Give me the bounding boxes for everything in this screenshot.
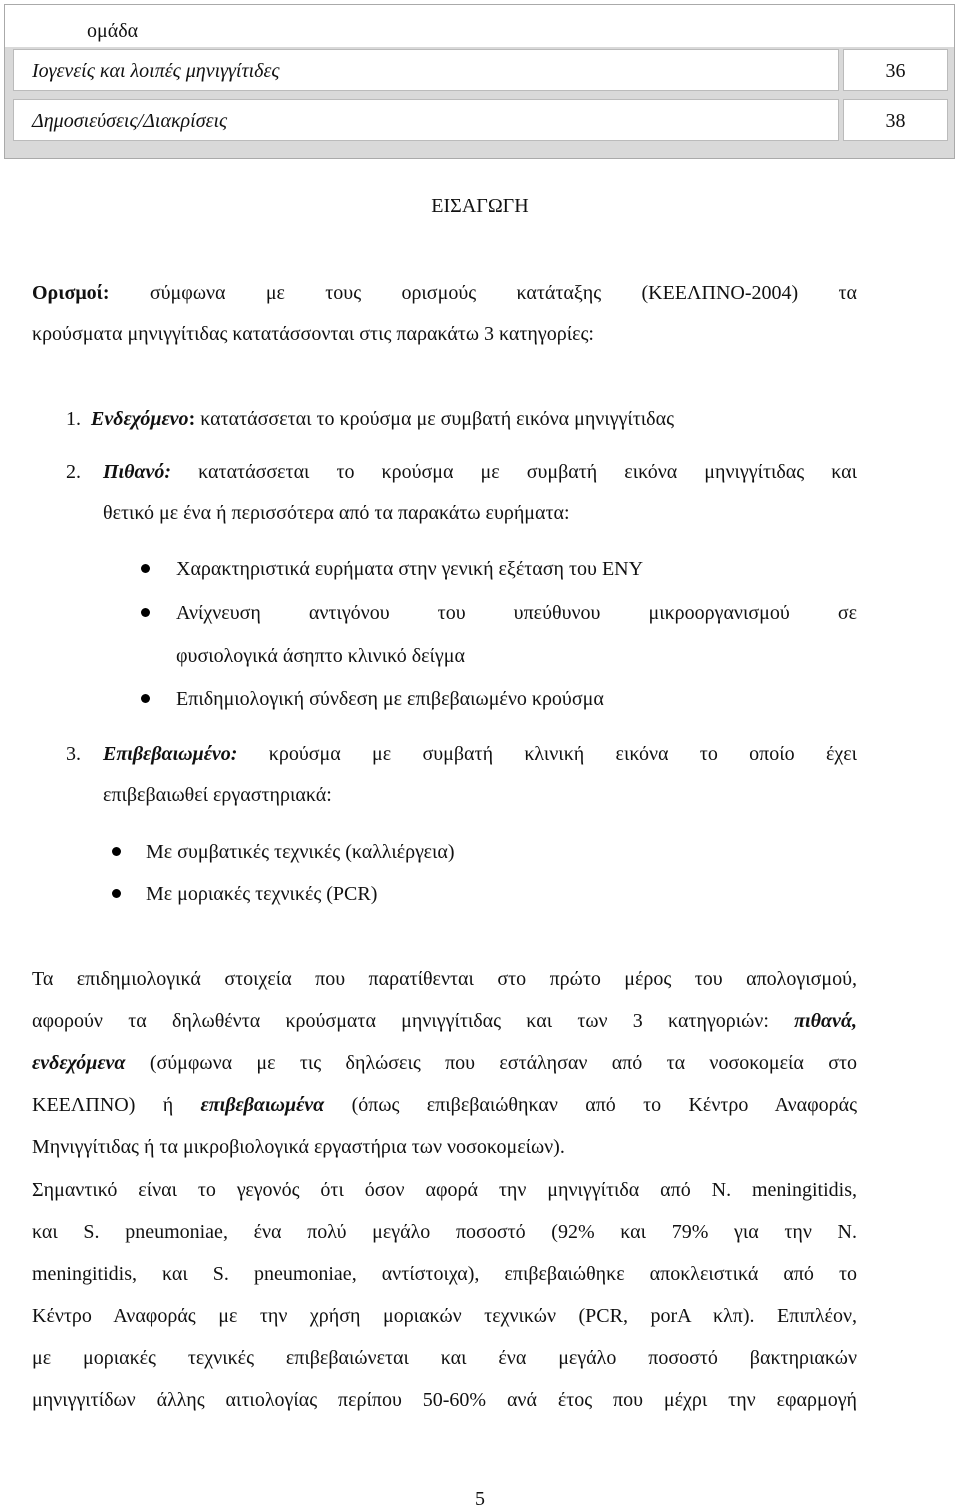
paragraph-2-line: με μοριακές τεχνικές επιβεβαιώνεται και ένα μεγάλο ποσοστό βακτηριακών (32, 1347, 857, 1369)
category-term: Πιθανό: (103, 461, 172, 483)
category-number: 1. (66, 408, 81, 430)
toc-first-item: ομάδα (87, 20, 139, 42)
toc-row-title: Ιογενείς και λοιπές μηνιγγίτιδες (32, 60, 280, 82)
paragraph-2-line: Κέντρο Αναφοράς με την χρήση μοριακών τεχνικών (PCR, porA κλπ). Επιπλέον, (32, 1305, 857, 1327)
toc-row-page: 36 (885, 60, 906, 82)
category-2-line-1 (103, 459, 857, 485)
paragraph-2-line: και S. pneumoniae, ένα πολύ μεγάλο ποσοστό (92% και 79% για την N. (32, 1221, 857, 1243)
toc-row-page: 38 (885, 110, 906, 132)
page-number: 5 (475, 1488, 485, 1510)
list-item: Με μοριακές τεχνικές (PCR) (146, 883, 378, 905)
category-3-line-2: επιβεβαιωθεί εργαστηριακά: (103, 784, 332, 806)
category-2-number: 2. (66, 461, 81, 483)
emphasis: πιθανά, (794, 1010, 858, 1032)
definitions-label: Ορισμοί: (32, 282, 110, 304)
bullet-icon (112, 889, 121, 898)
category-text: κατατάσσεται το κρούσμα με συμβατή εικόνα μηνιγγίτιδας και (198, 461, 858, 483)
paragraph-1-line: Τα επιδημιολογικά στοιχεία που παρατίθενται στο πρώτο μέρος του απολογισμού, (32, 968, 857, 990)
paragraph-1-line: Μηνιγγίτιδας ή τα μικροβιολογικά εργαστήρια των νοσοκομείων). (32, 1136, 565, 1158)
bullet-icon (141, 608, 150, 617)
emphasis: ενδεχόμενα (32, 1052, 126, 1074)
list-item-continuation: φυσιολογικά άσηπτο κλινικό δείγμα (176, 645, 465, 667)
definitions-text: σύμφωνα με τους ορισμούς κατάταξης (ΚΕΕΛΠΝΟ-2004) τα (149, 282, 858, 304)
category-text: κατατάσσεται το κρούσμα με συμβατή εικόνα μηνιγγίτιδας (200, 408, 675, 430)
category-2-line-2: θετικό με ένα ή περισσότερα από τα παρακάτω ευρήματα: (103, 502, 570, 524)
category-term: Επιβεβαιωμένο: (103, 743, 238, 765)
definitions-line-1 (32, 280, 857, 306)
bullet-icon (141, 564, 150, 573)
bullet-icon (112, 847, 121, 856)
category-term: Ενδεχόμενο (91, 408, 189, 430)
paragraph-1-line: ενδεχόμενα (σύμφωνα με τις δηλώσεις που εστάλησαν από τα νοσοκομεία στο (32, 1052, 858, 1074)
list-item: Επιδημιολογική σύνδεση με επιβεβαιωμένο κρούσμα (176, 688, 604, 710)
category-1: 1. Ενδεχόμενο: κατατάσσεται το κρούσμα με συμβατή εικόνα μηνιγγίτιδας (66, 408, 675, 430)
paragraph-2-line: meningitidis, και S. pneumoniae, αντίστοιχα), επιβεβαιώθηκε αποκλειστικά από το (32, 1263, 857, 1285)
toc-row-title: Δημοσιεύσεις/Διακρίσεις (32, 110, 228, 132)
paragraph-1-line: ΚΕΕΛΠΝΟ) ή επιβεβαιωμένα (όπως επιβεβαιώθηκαν από το Κέντρο Αναφοράς (32, 1094, 858, 1116)
list-item: Με συμβατικές τεχνικές (καλλιέργεια) (146, 841, 455, 863)
definitions-line-2: κρούσματα μηνιγγίτιδας κατατάσσονται στις παρακάτω 3 κατηγορίες: (32, 323, 594, 345)
emphasis: επιβεβαιωμένα (200, 1094, 325, 1116)
list-item: Χαρακτηριστικά ευρήματα στην γενική εξέταση του ΕΝΥ (176, 558, 644, 580)
toc-first-row (5, 5, 954, 47)
category-3-line-1 (103, 741, 857, 767)
paragraph-2-line: Σημαντικό είναι το γεγονός ότι όσον αφορά την μηνιγγίτιδα από N. meningitidis, (32, 1179, 857, 1201)
category-3-number: 3. (66, 743, 81, 765)
category-text: κρούσμα με συμβατή κλινική εικόνα το οποίο έχει (268, 743, 857, 765)
list-item: Ανίχνευση αντιγόνου του υπεύθυνου μικροοργανισμού σε (176, 602, 857, 624)
bullet-icon (141, 694, 150, 703)
paragraph-1-line: αφορούν τα δηλωθέντα κρούσματα μηνιγγίτιδας και των 3 κατηγοριών: πιθανά, (32, 1010, 858, 1032)
section-heading: ΕΙΣΑΓΩΓΗ (431, 195, 529, 217)
paragraph-2-line: μηνιγγιτίδων άλλης αιτιολογίας περίπου 50-60% ανά έτος που μέχρι την εφαρμογή (32, 1389, 857, 1411)
toc-table (4, 4, 955, 159)
